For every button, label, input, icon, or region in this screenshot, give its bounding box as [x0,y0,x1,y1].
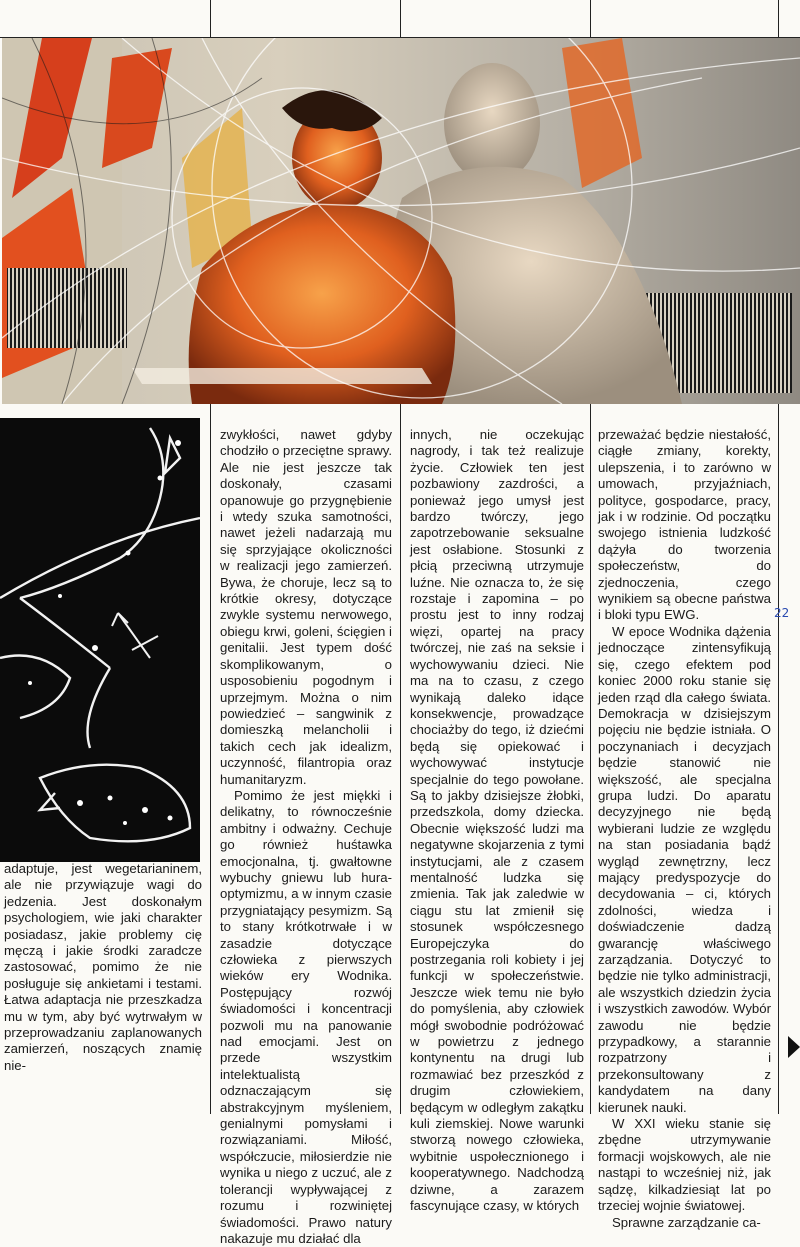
column-rule [210,404,211,1114]
handwritten-note: 22 [774,606,790,620]
paragraph: zwykłości, nawet gdyby chodziło o przeciętne sprawy. Ale nie jest jeszcze tak doskonały, czasami opanowuje go przygnębienie i wtedy szuka samotności, nawet jeżeli nadarzają mu się sprzyjające okoliczności w realizacji jego zamierzeń. Bywa, że choruje, lecz są to krótkie okresy, dotyczące zwykle systemu nerwowego, obiegu krwi, goleni, ścięgien i genitalii. Jest typem dość skomplikowanym, o usposobieniu pogodnym i uprzejmym. Można o nim powiedzieć – sangwinik z domieszką melancholii i takich cech jak idealizm, uczynność, filantropia oraz humanitaryzm. [220,427,393,787]
column-rule [400,0,401,38]
text-column-1 [4,861,202,1074]
text-column-4 [598,427,771,1231]
text-column-3 [410,427,584,1215]
paragraph: Sprawne zarządzanie ca- [612,1214,761,1230]
column-rule [778,404,779,1114]
constellation-image [0,418,200,862]
text-column-2 [220,427,392,1247]
column-rule [210,0,211,38]
next-page-arrow-icon[interactable] [788,1036,800,1058]
column-rule [590,0,591,38]
paragraph: W epoce Wodnika dążenia jednoczące zintensyfikują się, czego efektem pod koniec 2000 roku stanie się jeden rząd dla całego świata. Demokracja w dzisiejszym pojęciu nie będzie istniała. O poczynaniach i decyzjach będzie stanowić nie większość, ale specjalna grupa ludzi. Do aparatu decyzyjnego nie będą wybierani ludzie ze względu na stan posiadania bądź wygląd zewnętrzny, lecz mający predyspozycje do decydowania – ci, których zdolności, wiedza i doświadczenie dadzą gwarancję właściwego zarządzania. Dotyczyć to będzie nie tylko administracji, ale wszystkich dziedzin życia i wszystkich zawodów. Wybór zawodu nie będzie przypadkowy, a starannie rozpatrzony i przekonsultowany z kandydatem na dany kierunek nauki. [598,623,771,1115]
paragraph: W XXI wieku stanie się zbędne utrzymywanie formacji wojskowych, ale nie nastąpi to wcześniej niż, jak sądzę, kilkadziesiąt lat po trzeciej wojnie światowej. [598,1116,771,1214]
column-rule [778,0,779,38]
paragraph: przeważać będzie niestałość, ciągłe zmiany, korekty, ulepszenia, i to zarówno w umowach, przyjaźniach, polityce, gospodarce, pracy, jak i w rodzinie. Od początku swojego istnienia ludzkość dążyła do tworzenia społeczeństw, do zjednoczenia, czego wynikiem są obecne państwa i bloki typu EWG. [598,427,771,623]
column-rule [400,404,401,1114]
column-rule [590,404,591,1114]
paragraph: innych, nie oczekując nagrody, i tak też realizuje życie. Człowiek ten jest pozbawiony zazdrości, a ponieważ jego umysł jest bardzo twórczy, jego zapotrzebowanie seksualne jest osłabione. Stosunki z płcią przeciwną utrzymuje luźne. Nie oznacza to, że się rozstaje i zapomina – po prostu jest to inny rodzaj więzi, opartej na pracy twórczej, nie zaś na seksie i wychowywaniu dzieci. Nie ma na to czasu, z czego wynikają daleko idące konsekwencje, prowadzące chociażby do tego, iż dziećmi będą się opiekować i wychowywać instytucje specjalnie do tego powołane. Są to jakby dzisiejsze żłobki, przedszkola, domy dziecka. Obecnie większość ludzi ma negatywne skojarzenia z tymi instytucjami, ale z czasem mentalność ludzka się zmienia. Tak jak zaledwie w ciągu stu lat zmienił się stosunek współczesnego Europejczyka do postrzegania roli kobiety i jej funkcji w społeczeństwie. Jeszcze wiek temu nie było do pomyślenia, aby człowiek mógł swobodnie podróżować w powietrzu z jednego kontynentu na drugi lub rozmawiać bez przeszkód z drugim człowiekiem, będącym w odległym zakątku kuli ziemskiej. Nowe warunki stworzą nowego człowieka, wybitnie uspołecznionego i kooperatywnego. Nadchodzą dziwne, a zarazem fascynujące czasy, w których [410,427,584,1214]
paragraph: adaptuje, jest wegetarianinem, ale nie przywiązuje wagi do jedzenia. Jest doskonałym psychologiem, wie jaki charakter posiadasz, jakie problemy cię męczą i jakie środki zaradcze zastosować, pomimo że nie posługuje się ankietami i testami. Łatwa adaptacja nie przeszkadza mu w tym, aby być wytrwałym w przeprowadzaniu zaplanowanych zamierzeń, noszących znamię nie- [4,861,202,1073]
aquarius-illustration [2,38,800,404]
paragraph: Pomimo że jest miękki i delikatny, to równocześnie ambitny i odważny. Cechuje go również huśtawka emocjonalna, tj. gwałtowne wybuchy gniewu lub hura-optymizmu, a w innym czasie przygniatający pesymizm. Są to stany krótkotrwałe i w zasadzie dotyczące człowieka z pierwszych wieków ery Wodnika. Postępujący rozwój świadomości i koncentracji pozwoli mu na panowanie nad emocjami. Jest on przede wszystkim intelektualistą odznaczającym się abstrakcyjnym myśleniem, genialnymi pomysłami i rozwiązaniami. Miłość, współczucie, miłosierdzie nie wynika u niego z uczuć, ale z tolerancji wypływającej z rozumu i rozwiniętej świadomości. Prawo natury nakazuje mu działać dla [220,787,392,1246]
